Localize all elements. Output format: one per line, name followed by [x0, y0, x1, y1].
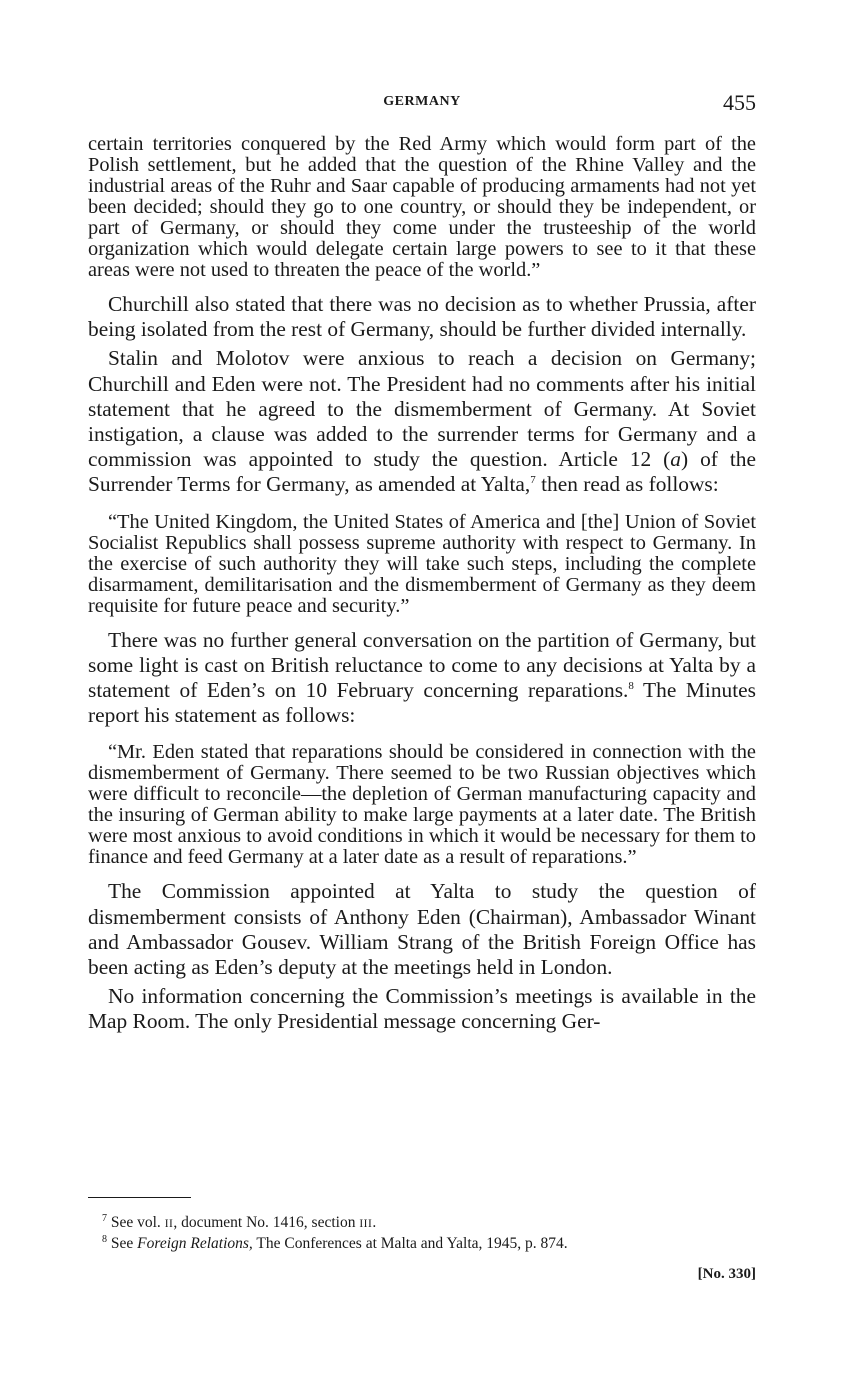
footnote-text: See — [110, 1235, 138, 1252]
footnote-7 — [102, 1213, 756, 1234]
footnote-text: See vol. — [110, 1214, 165, 1231]
paragraph: The Commission appointed at Yalta to study the question of dismemberment consists of Anthony Eden (Chairman), Ambassador Winant and Ambassador Gousev. William Strang of the British Foreign Office has been acting as Eden’s deputy at the meetings held in London. — [88, 879, 756, 980]
footnote-text: , document No. 1416, section — [173, 1214, 360, 1231]
paragraph: Churchill also stated that there was no decision as to whether Prussia, after being isolated from the rest of Germany, should be further divided internally. — [88, 292, 756, 342]
paragraph — [88, 346, 756, 497]
footnote-number: 8 — [102, 1233, 107, 1245]
paragraph-text: then read as follows: — [535, 472, 719, 497]
footnote-reference: 7 — [530, 474, 536, 487]
volume-number: II — [164, 1218, 174, 1230]
footnote-text: . — [372, 1214, 377, 1231]
section-number: III — [359, 1218, 373, 1230]
block-quote: “The United Kingdom, the United States of America and [the] Union of Soviet Socialist Republics shall possess supreme authority with respect to Germany. In the exercise of such authority they will take such steps, including the complete disarmament, demilitarisation and the dismemberment of Germany as they deem requisite for future peace and security.” — [88, 510, 756, 617]
paragraph-text: The Minutes report his statement as follows: — [88, 678, 756, 728]
paragraph-text: Stalin and Molotov were anxious to reach a decision on Germany; Churchill and Eden were not. The President had no comments after his initial statement that he agreed to the dismemberment of Germany. At Soviet instigation, a clause was added to the surrender terms for Germany and a commission was appointed to study the question. Article 12 ( — [88, 346, 756, 472]
paragraph — [88, 628, 756, 729]
footnote-text: The Conferences at Malta and Yalta, 1945, p. 874. — [252, 1235, 568, 1252]
paragraph-text: There was no further general conversation on the partition of Germany, but some light is cast on British reluctance to come to any decisions at Yalta by a statement of Eden’s on 10 February concerning reparations. — [88, 627, 756, 703]
italic-text: a — [670, 447, 681, 472]
page-number: 455 — [723, 90, 756, 115]
block-quote-continuation: certain territories conquered by the Red Army which would form part of the Polish settlement, but he added that the question of the Rhine Valley and the industrial areas of the Ruhr and Saar capable of producing armaments had not yet been decided; should they go to one country, or should they be independent, or part of Germany, or should they come under the trusteeship of the world organization which would delegate certain large powers to see to it that these areas were not used to threaten the peace of the world.” — [88, 133, 756, 281]
footnote-italic-title: Foreign Relations, — [137, 1235, 253, 1252]
paragraph-text: ) of the Surrender Terms for Germany, as amended at Yalta, — [88, 447, 756, 497]
paragraph: No information concerning the Commission’s meetings is available in the Map Room. The only Presidential message concerning Ger- — [88, 984, 756, 1034]
block-quote: “Mr. Eden stated that reparations should be considered in connection with the dismemberment of Germany. There seemed to be two Russian objectives which were difficult to reconcile—the depletion of German manufacturing capacity and the insuring of German ability to make large payments at a later date. The British were most anxious to avoid conditions in which it would be necessary for them to finance and feed Germany at a later date as a result of reparations.” — [88, 741, 756, 869]
footnotes — [102, 1213, 756, 1254]
footnote-divider — [88, 1197, 191, 1198]
footnote-number: 7 — [102, 1212, 107, 1224]
running-head — [88, 90, 756, 120]
running-title: GERMANY — [383, 94, 461, 109]
footnote-reference: 8 — [628, 679, 634, 692]
footnote-8 — [102, 1234, 756, 1254]
body-text — [88, 134, 756, 1035]
document-signature-mark: [No. 330] — [697, 1266, 756, 1282]
